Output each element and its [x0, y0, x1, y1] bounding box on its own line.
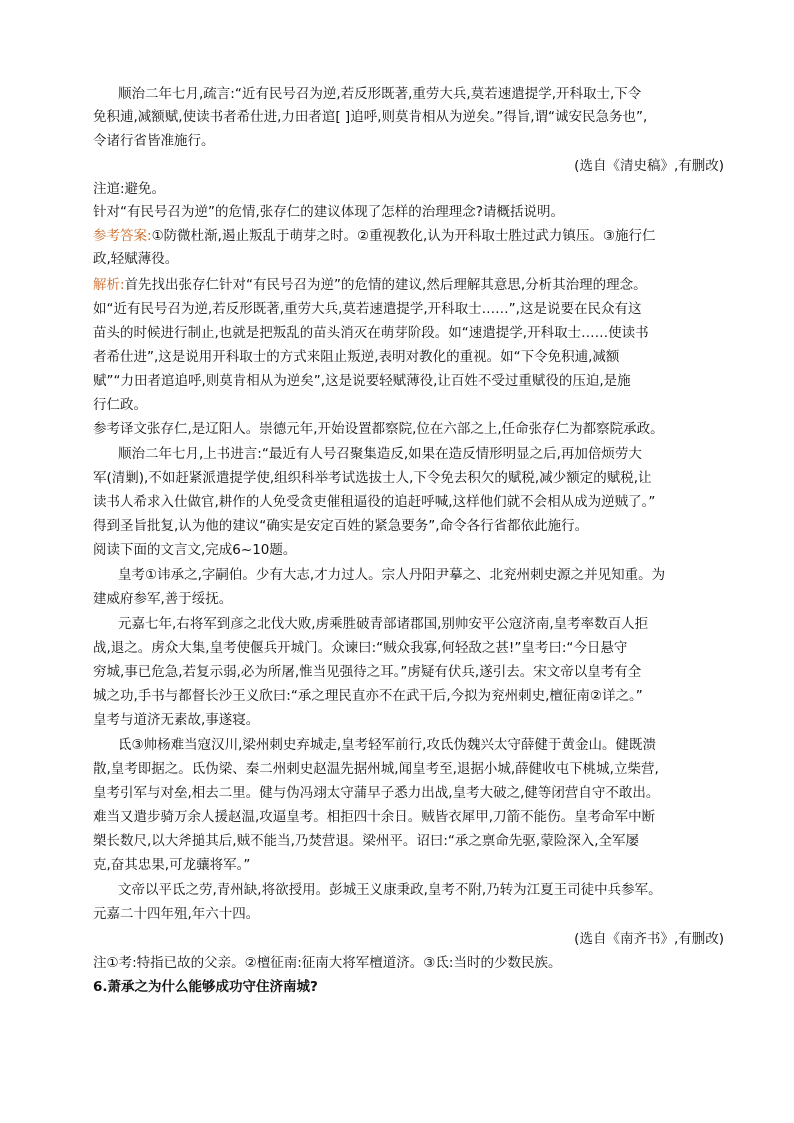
line-text: 得到圣旨批复,认为他的建议“确实是安定百姓的紧急要务”,命令各行省都依此施行。	[93, 518, 589, 534]
line-text: 战,退之。虏众大集,皇考使偃兵开城门。众谏曰:“贼众我寡,何轻敌之甚!”皇考曰:“今日悬守	[93, 640, 628, 656]
line-text: 阅读下面的文言文,完成6~10题。	[93, 542, 297, 558]
line-text: 建威府参军,善于绥抚。	[93, 591, 233, 607]
text-line	[93, 492, 655, 512]
text-line	[93, 419, 664, 439]
line-text: 参考译文张存仁,是辽阳人。崇德元年,开始设置都察院,位在六部之上,任命张存仁为都察院承政。	[93, 421, 664, 437]
text-line	[574, 929, 724, 949]
line-text: 元嘉二十四年殂,年六十四。	[93, 906, 260, 922]
line-text: 顺治二年七月,上书进言:“最近有人号召聚集造反,如果在造反情形明显之后,再加倍烦劳大	[118, 446, 642, 462]
line-text: 读书人希求入仕做官,耕作的人免受贪吏催租逼役的追赶呼喊,这样他们就不会相从成为逆贼了。”	[93, 494, 656, 510]
text-line	[93, 299, 641, 319]
text-line	[93, 686, 643, 706]
line-text: 文帝以平氐之劳,青州缺,将欲授用。彭城王义康秉政,皇考不附,乃转为江夏王司徒中兵参军。	[118, 882, 662, 898]
text-line	[118, 565, 665, 585]
line-text: 政,轻赋薄役。	[93, 251, 179, 267]
text-line	[93, 904, 259, 924]
text-line	[93, 395, 147, 415]
line-text: 克,奋其忠果,可龙骧将军。”	[93, 857, 251, 873]
line-text: 注逭:避免。	[93, 181, 166, 197]
text-line	[93, 107, 647, 127]
text-line	[574, 156, 724, 176]
text-line	[93, 783, 659, 803]
text-line	[93, 468, 652, 488]
text-line	[93, 202, 564, 222]
line-text: 皇考与道济无素故,事遂寝。	[93, 712, 260, 728]
text-line	[118, 880, 662, 900]
line-text: 穷城,事已危急,若复示弱,必为所屠,惟当见强待之耳。”虏疑有伏兵,遂引去。宋文帝以皇考有全	[93, 664, 642, 680]
line-text: 皇考引军与对垒,相去二里。健与伪冯翊太守蒲早子悉力出战,皇考大破之,健等闭营自守不敢出。	[93, 785, 660, 801]
line-text: (选自《清史稿》,有删改)	[574, 158, 724, 174]
line-text: 免积逋,减额赋,使读书者希仕进,力田者逭[ ]追呼,则莫肯相从为逆矣。”得旨,谓“诚安民急务也”,	[93, 109, 648, 125]
text-line	[93, 323, 649, 343]
line-text: 难当又遣步骑万余人援赵温,攻逼皇考。相拒四十余日。贼皆衣犀甲,刀箭不能伤。皇考命军中断	[93, 809, 656, 825]
text-line	[93, 807, 655, 827]
text-line	[93, 347, 619, 367]
text-line	[93, 540, 296, 560]
line-text: 槊长数尺,以大斧搥其后,贼不能当,乃焚营退。梁州平。诏曰:“承之禀命先驱,蒙险深入,全军屡	[93, 833, 639, 849]
text-line	[118, 614, 648, 634]
text-line	[93, 131, 215, 151]
text-line	[93, 589, 232, 609]
text-line	[93, 710, 259, 730]
text-line	[93, 275, 647, 295]
line-text: 皇考①讳承之,字嗣伯。少有大志,才力过人。宗人丹阳尹摹之、北兖州刺史源之并见知重。为	[118, 567, 666, 583]
line-text: 首先找出张存仁针对“有民号召为逆”的危情的建议,然后理解其意思,分析其治理的理念。	[124, 277, 647, 293]
text-line	[93, 977, 318, 997]
text-line	[93, 226, 655, 246]
line-text: 城之功,手书与都督长沙王义欣曰:“承之理民直亦不在武干后,今拟为兖州刺史,檀征南②详之。”	[93, 688, 643, 704]
text-line	[93, 759, 659, 779]
text-line	[93, 662, 641, 682]
line-text: 注①考:特指已故的父亲。②檀征南:征南大将军檀道济。③氐:当时的少数民族。	[93, 955, 562, 971]
text-line	[93, 831, 639, 851]
line-text: 军(清剿),不如赶紧派遣提学使,组织科举考试选拔士人,下令免去积欠的赋税,减少额定的赋税,让	[93, 470, 652, 486]
line-text: 元嘉七年,右将军到彦之北伐大败,虏乘胜破青部诸郡国,别帅安平公寇济南,皇考率数百人拒	[118, 616, 649, 632]
text-line	[93, 179, 165, 199]
line-text: 如“近有民号召为逆,若反形既著,重劳大兵,莫若速遣提学,开科取士……”,这是说要在民众有这	[93, 301, 642, 317]
line-text: 6.萧承之为什么能够成功守住济南城?	[93, 979, 318, 995]
text-line	[93, 249, 178, 269]
answer-label: 参考答案:	[93, 228, 152, 244]
line-text: 苗头的时候进行制止,也就是把叛乱的苗头消灭在萌芽阶段。如“速遣提学,开科取士……使读书	[93, 325, 649, 341]
line-text: ①防微杜渐,遏止叛乱于萌芽之时。②重视教化,认为开科取士胜过武力镇压。③施行仁	[151, 228, 656, 244]
text-line	[93, 516, 588, 536]
line-text: 氐③帅杨难当寇汉川,梁州刺史弃城走,皇考轻军前行,攻氐伪魏兴太守薛健于黄金山。健既溃	[118, 737, 656, 753]
line-text: 行仁政。	[93, 397, 147, 413]
text-line	[118, 735, 656, 755]
line-text: 者希仕进”,这是说用开科取士的方式来阻止叛逆,表明对教化的重视。如“下令免积逋,减额	[93, 349, 620, 365]
line-text: 顺治二年七月,疏言:“近有民号召为逆,若反形既著,重劳大兵,莫若速遣提学,开科取士,下令	[118, 86, 642, 102]
text-line	[93, 953, 561, 973]
line-text: 赋”“力田者逭追呼,则莫肯相从为逆矣”,这是说要轻赋薄役,让百姓不受过重赋役的压迫,是施	[93, 373, 631, 389]
text-line	[118, 444, 642, 464]
line-text: 针对“有民号召为逆”的危情,张存仁的建议体现了怎样的治理理念?请概括说明。	[93, 204, 564, 220]
text-line	[118, 84, 641, 104]
line-text: (选自《南齐书》,有删改)	[574, 931, 724, 947]
text-line	[93, 371, 631, 391]
line-text: 令诸行省皆准施行。	[93, 133, 215, 149]
text-line	[93, 855, 250, 875]
answer-label: 解析:	[93, 277, 125, 293]
line-text: 散,皇考即据之。氐伪梁、秦二州刺史赵温先据州城,闻皇考至,退据小城,薛健收屯下桃城,立柴营,	[93, 761, 659, 777]
text-line	[93, 638, 627, 658]
